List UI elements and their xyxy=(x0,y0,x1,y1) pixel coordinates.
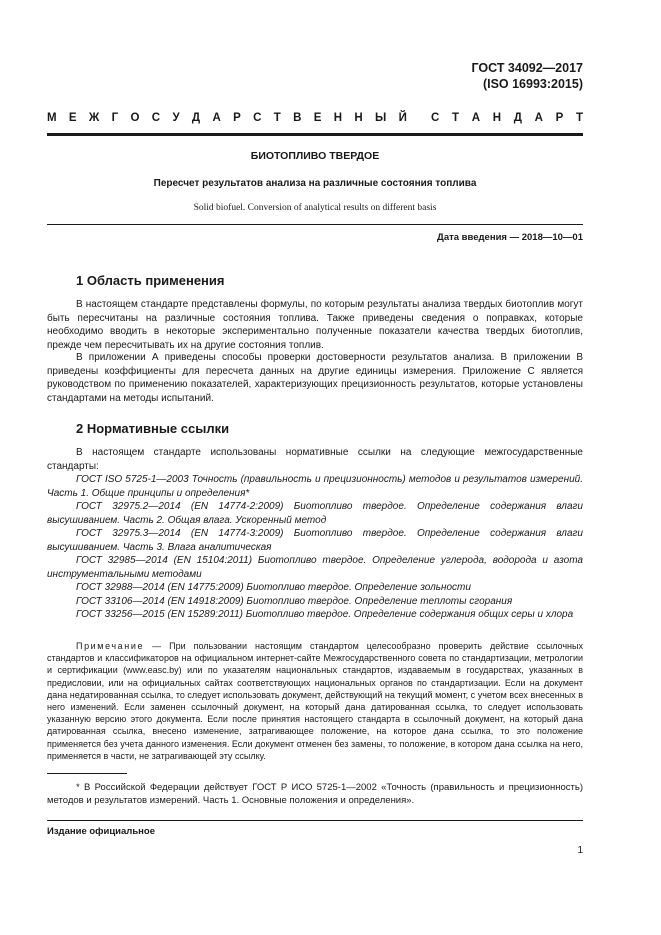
banner-rule xyxy=(47,133,583,136)
banner-letter: Ы xyxy=(375,112,387,124)
reference-item: ГОСТ 32988—2014 (EN 14775:2009) Биотопливо твердое. Определение зольности xyxy=(76,582,471,593)
paragraph-text: В приложении А приведены способы проверки достоверности результатов анализа. В приложении В приведены коэффициенты для пересчета данных на другие единицы измерения. Приложение С является руководством по применению показателей, характеризующих прецизионность результатов, которые установлены стандартами на методы испытаний. xyxy=(47,352,583,404)
banner-letter: Т xyxy=(452,112,460,124)
banner-letter: Н xyxy=(354,112,363,124)
banner-letter: Н xyxy=(492,112,502,124)
section-1-paragraph-1 xyxy=(47,298,583,352)
section-1-heading: 1 Область применения xyxy=(76,273,225,288)
reference-item: ГОСТ 33256—2015 (EN 15289:2011) Биотопливо твердое. Определение содержания общих серы и хлора xyxy=(76,609,574,620)
introduction-date: Дата введения — 2018—10—01 xyxy=(437,232,583,243)
banner-letter: М xyxy=(47,112,57,124)
normative-references-list xyxy=(47,473,583,622)
banner-letter: Д xyxy=(513,112,522,124)
iso-number: (ISO 16993:2015) xyxy=(482,77,583,91)
banner-letter: Й xyxy=(398,112,407,124)
paragraph-text: В настоящем стандарте использованы нормативные ссылки на следующие межгосударственные стандарты: xyxy=(47,447,583,472)
banner-letter: А xyxy=(534,112,543,124)
reference-item: ГОСТ 32975.2—2014 (EN 14774-2:2009) Биотопливо твердое. Определение содержания влаги высушиванием. Часть 2. Общая влага. Ускоренный метод xyxy=(47,501,583,526)
banner-letter: Н xyxy=(333,112,343,124)
note-text: — При пользовании настоящим стандартом целесообразно проверить действие ссылочных стандартов и классификаторов на официальном интернет-сайте Межгосударственного совета по стандартизации, метрологии и сертификации (www.easc.by) или по указателям национальных стандартов, издаваемым в государствах, указанных в предисловии, или на официальных сайтах соответствующих национальных органов по стандартизации. Если на документ дана недатированная ссылка, то следует использовать документ, действующий на текущий момент, с учетом всех внесенных в него изменений. Если заменен ссылочный документ, на который дана датированная ссылка, то следует использовать указанную версию этого документа. Если после принятия настоящего стандарта в ссылочный документ, на который дана датированная ссылка, внесено изменение, затрагивающее положение, на которое дана ссылка, то это положение применяется без учета данного изменения. Если документ отменен без замены, то положение, в котором дана ссылка на него, применяется в части, не затрагивающей эту ссылку. xyxy=(47,641,583,761)
interstate-standard-banner xyxy=(47,111,583,125)
banner-letter: Р xyxy=(555,112,564,124)
banner-letter: Д xyxy=(191,112,201,124)
banner-letter: Т xyxy=(575,112,583,124)
page-number: 1 xyxy=(577,845,583,856)
banner-letter: А xyxy=(471,112,481,124)
banner-letter: О xyxy=(130,112,140,124)
footnote-text: * В Российской Федерации действует ГОСТ Р ИСО 5725-1—2002 «Точность (правильность и прецизионность) методов и результатов измерений. Часть 1. Основные положения и определения». xyxy=(47,782,583,806)
footnote xyxy=(47,781,583,807)
title-rule xyxy=(47,224,583,225)
section-2-intro xyxy=(47,446,583,473)
english-title: Solid biofuel. Conversion of analytical results on different basis xyxy=(193,203,437,213)
banner-letter: Е xyxy=(68,112,77,124)
standard-word xyxy=(431,111,583,125)
standard-number: ГОСТ 34092—2017 xyxy=(471,61,583,75)
banner-letter: А xyxy=(212,112,221,124)
banner-letter: С xyxy=(431,112,440,124)
footnote-rule xyxy=(47,773,127,774)
interstate-word xyxy=(47,111,407,125)
banner-letter: Р xyxy=(233,112,241,124)
banner-letter: С xyxy=(151,112,161,124)
paragraph-text: В настоящем стандарте представлены формулы, по которым результаты анализа твердых биотоплив могут быть пересчитаны на различные состояния топлива. Также приведены сведения о поправках, которые необходимо вводить в некоторые экспериментально полученные показатели качества твердых биотоплив, прежде чем пересчитывать их на другие состояния топлив. xyxy=(47,299,583,351)
banner-letter: Е xyxy=(313,112,322,124)
banner-letter: В xyxy=(293,112,302,124)
banner-letter: У xyxy=(172,112,180,124)
footer-rule xyxy=(47,820,583,821)
section-2-heading: 2 Нормативные ссылки xyxy=(76,421,230,436)
reference-item: ГОСТ ISO 5725-1—2003 Точность (правильность и прецизионность) методов и результатов измерений. Часть 1. Общие принципы и определения* xyxy=(47,474,583,499)
banner-letter: Т xyxy=(273,112,281,124)
banner-letter: Г xyxy=(111,112,119,124)
banner-letter: Ж xyxy=(88,112,100,124)
document-title: БИОТОПЛИВО ТВЕРДОЕ xyxy=(250,150,380,162)
document-subtitle: Пересчет результатов анализа на различные состояния топлива xyxy=(153,178,477,189)
reference-item: ГОСТ 32985—2014 (EN 15104:2011) Биотопливо твердое. Определение углерода, водорода и азота инструментальными методами xyxy=(47,555,583,580)
official-edition-label: Издание официальное xyxy=(47,826,155,837)
reference-item: ГОСТ 33106—2014 (EN 14918:2009) Биотопливо твердое. Определение теплоты сгорания xyxy=(76,595,513,607)
banner-letter: С xyxy=(253,112,262,124)
standard-number-block xyxy=(471,60,583,92)
note-label: Примечание xyxy=(76,641,145,651)
note-block xyxy=(47,640,583,762)
section-1-paragraph-2 xyxy=(47,351,583,405)
reference-item: ГОСТ 32975.3—2014 (EN 14774-3:2009) Биотопливо твердое. Определение содержания влаги высушиванием. Часть 3. Влага аналитическая xyxy=(47,528,583,553)
